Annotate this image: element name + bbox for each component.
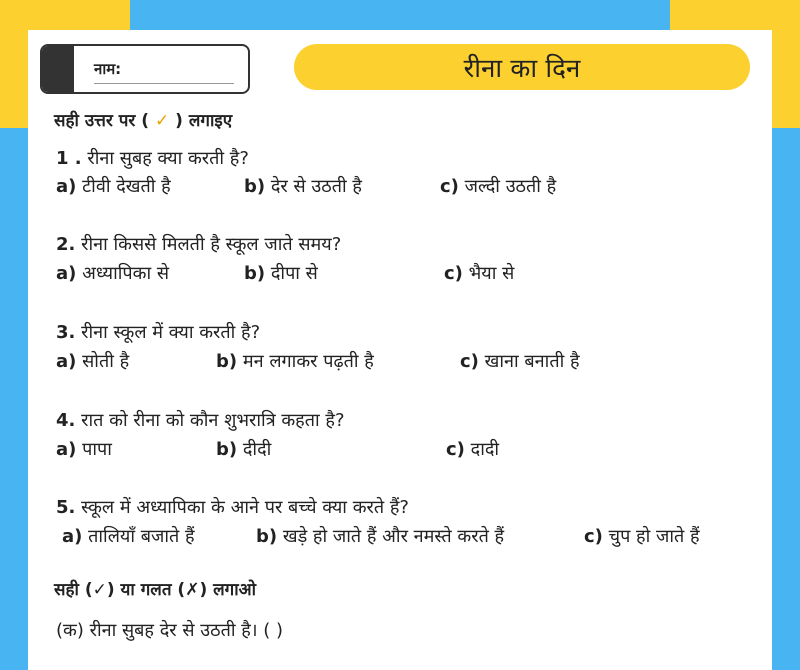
option-letter: c) bbox=[460, 351, 479, 372]
name-box bbox=[40, 44, 250, 94]
option-letter: b) bbox=[256, 526, 278, 547]
instruction-end: ) लगाइए bbox=[175, 111, 233, 131]
q5-option-a[interactable] bbox=[62, 524, 195, 548]
option-letter: b) bbox=[244, 176, 266, 197]
q4-option-c[interactable] bbox=[446, 437, 499, 461]
question-text: रीना सुबह क्या करती है? bbox=[87, 148, 249, 169]
name-write-line[interactable] bbox=[94, 83, 234, 84]
question-text: स्कूल में अध्यापिका के आने पर बच्चे क्या करते हैं? bbox=[81, 497, 409, 518]
question-number: 1 . bbox=[56, 148, 82, 169]
question-text: रात को रीना को कौन शुभरात्रि कहता है? bbox=[81, 410, 345, 431]
section2-instruction: सही (✓) या गलत (✗) लगाओ bbox=[54, 580, 257, 600]
question-3 bbox=[56, 320, 260, 344]
question-5 bbox=[56, 495, 409, 519]
question-1 bbox=[56, 146, 249, 170]
option-letter: b) bbox=[216, 439, 238, 460]
question-4 bbox=[56, 408, 345, 432]
option-text: भैया से bbox=[468, 263, 515, 284]
option-letter: b) bbox=[216, 351, 238, 372]
q3-option-b[interactable] bbox=[216, 349, 374, 373]
option-text: मन लगाकर पढ़ती है bbox=[242, 351, 374, 372]
option-letter: a) bbox=[62, 526, 83, 547]
q1-option-a[interactable] bbox=[56, 174, 171, 198]
question-text: रीना स्कूल में क्या करती है? bbox=[81, 322, 261, 343]
question-number: 5. bbox=[56, 497, 76, 518]
q5-option-b[interactable] bbox=[256, 524, 504, 548]
question-text: रीना किससे मिलती है स्कूल जाते समय? bbox=[81, 234, 342, 255]
option-text: चुप हो जाते हैं bbox=[608, 526, 700, 547]
option-text: दीपा से bbox=[270, 263, 318, 284]
option-text: जल्दी उठती है bbox=[464, 176, 557, 197]
instruction-start: सही उत्तर पर ( bbox=[54, 111, 150, 131]
name-box-tab bbox=[42, 46, 74, 92]
q1-option-b[interactable] bbox=[244, 174, 362, 198]
question-number: 4. bbox=[56, 410, 76, 431]
option-letter: c) bbox=[440, 176, 459, 197]
q3-option-c[interactable] bbox=[460, 349, 580, 373]
option-text: टीवी देखती है bbox=[82, 176, 171, 197]
option-text: सोती है bbox=[82, 351, 130, 372]
q2-option-a[interactable] bbox=[56, 261, 169, 285]
option-text: अध्यापिका से bbox=[82, 263, 169, 284]
page-title: रीना का दिन bbox=[463, 54, 581, 84]
question-number: 2. bbox=[56, 234, 76, 255]
option-text: खाना बनाती है bbox=[484, 351, 580, 372]
title-banner bbox=[294, 44, 750, 90]
name-label: नाम: bbox=[94, 60, 122, 78]
option-text: दादी bbox=[470, 439, 500, 460]
q1-option-c[interactable] bbox=[440, 174, 556, 198]
q4-option-b[interactable] bbox=[216, 437, 271, 461]
question-2 bbox=[56, 232, 341, 256]
option-letter: b) bbox=[244, 263, 266, 284]
section1-instruction bbox=[54, 108, 232, 131]
option-text: पापा bbox=[82, 439, 112, 460]
true-false-statement[interactable]: (क) रीना सुबह देर से उठती है। ( ) bbox=[56, 620, 284, 641]
option-letter: a) bbox=[56, 351, 77, 372]
option-text: खड़े हो जाते हैं और नमस्ते करते हैं bbox=[282, 526, 505, 547]
q4-option-a[interactable] bbox=[56, 437, 112, 461]
option-text: दीदी bbox=[242, 439, 272, 460]
option-letter: c) bbox=[444, 263, 463, 284]
tick-icon: ✓ bbox=[155, 111, 170, 131]
option-text: देर से उठती है bbox=[270, 176, 362, 197]
option-letter: a) bbox=[56, 176, 77, 197]
q5-option-c[interactable] bbox=[584, 524, 700, 548]
question-number: 3. bbox=[56, 322, 76, 343]
q2-option-b[interactable] bbox=[244, 261, 318, 285]
q3-option-a[interactable] bbox=[56, 349, 129, 373]
q2-option-c[interactable] bbox=[444, 261, 514, 285]
option-letter: c) bbox=[584, 526, 603, 547]
option-text: तालियाँ बजाते हैं bbox=[88, 526, 195, 547]
option-letter: c) bbox=[446, 439, 465, 460]
option-letter: a) bbox=[56, 439, 77, 460]
option-letter: a) bbox=[56, 263, 77, 284]
